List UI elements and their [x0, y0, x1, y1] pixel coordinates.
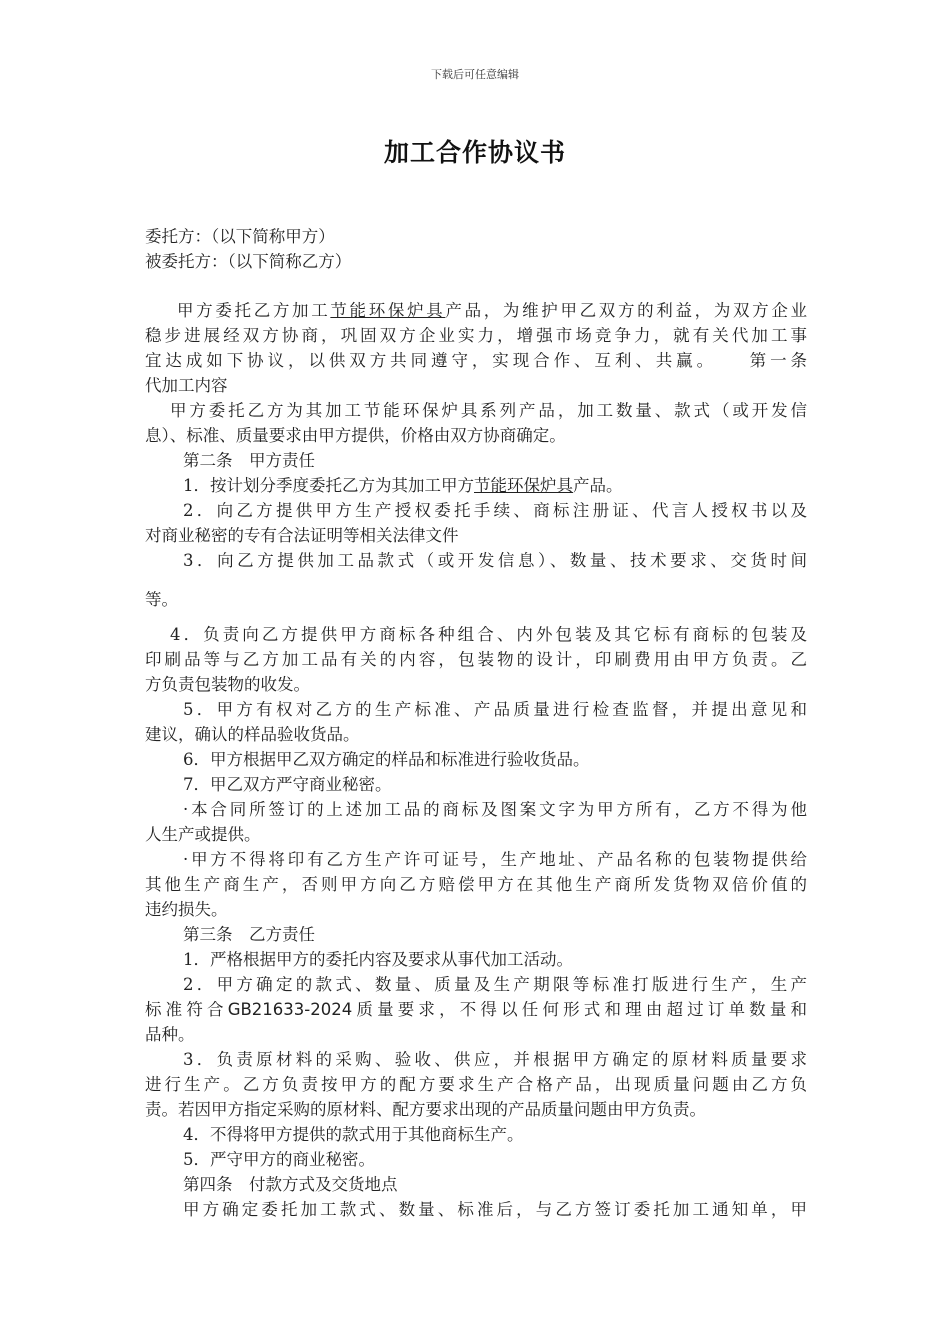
article2-item-6: 6．甲方根据甲乙双方确定的样品和标准进行验收货品。 — [183, 750, 590, 769]
article2-item-4: 印刷品等与乙方加工品有关的内容，包装物的设计，印刷费用由甲方负责。乙 — [145, 650, 807, 669]
article2-bullet-1: ·本合同所签订的上述加工品的商标及图案文字为甲方所有，乙方不得为他 — [183, 800, 807, 819]
article3-heading: 第三条 乙方责任 — [183, 925, 315, 944]
article2-item-4: 4．负责向乙方提供甲方商标各种组合、内外包装及其它标有商标的包装及 — [170, 625, 807, 644]
article2-bullet-2: 违约损失。 — [145, 900, 228, 919]
article2-bullet-2: 其他生产商生产，否则甲方向乙方赔偿甲方在其他生产商所发货物双倍价值的 — [145, 875, 807, 894]
parties-block — [145, 224, 807, 274]
article2-item-3: 等。 — [145, 590, 178, 609]
header-note: 下载后可任意编辑 — [431, 68, 519, 81]
article2-bullet-2: ·甲方不得将印有乙方生产许可证号，生产地址、产品名称的包装物提供给 — [183, 850, 807, 869]
intro-line: 代加工内容 — [145, 376, 228, 395]
article2-item-3: 3．向乙方提供加工品款式（或开发信息）、数量、技术要求、交货时间 — [183, 551, 807, 570]
article3-item-4: 4．不得将甲方提供的款式用于其他商标生产。 — [183, 1125, 524, 1144]
article2-item-4: 方负责包装物的收发。 — [145, 675, 310, 694]
product-name-underlined: 节能环保炉具 — [474, 476, 573, 495]
article1-line: 息）、标准、质量要求由甲方提供，价格由双方协商确定。 — [145, 426, 566, 445]
article2-heading: 第二条 甲方责任 — [183, 451, 315, 470]
article3-item-2: 品种。 — [145, 1025, 195, 1044]
intro-paragraph — [145, 298, 807, 573]
article4-heading: 第四条 付款方式及交货地点 — [183, 1175, 398, 1194]
article2-bullet-1: 人生产或提供。 — [145, 825, 261, 844]
article3-item-1: 1．严格根据甲方的委托内容及要求从事代加工活动。 — [183, 950, 573, 969]
contractor-party: 被委托方：（以下简称乙方） — [145, 252, 352, 271]
intro-line: 宜达成如下协议，以供双方共同遵守，实现合作、互利、共赢。 第一条 — [145, 351, 807, 370]
article2-item-7: 7．甲乙双方严守商业秘密。 — [183, 775, 392, 794]
article2-item-2: 2．向乙方提供甲方生产授权委托手续、商标注册证、代言人授权书以及 — [183, 501, 807, 520]
article2-item-1: 1．按计划分季度委托乙方为其加工甲方节能环保炉具产品。 — [183, 476, 623, 495]
article1-line: 甲方委托乙方为其加工节能环保炉具系列产品，加工数量、款式（或开发信 — [170, 401, 807, 420]
product-name-underlined: 节能环保炉具 — [330, 301, 446, 320]
article3-item-5: 5．严守甲方的商业秘密。 — [183, 1150, 375, 1169]
article2-continued — [145, 622, 807, 1222]
article3-item-2: 2．甲方确定的款式、数量、质量及生产期限等标准打版进行生产，生产 — [183, 975, 807, 994]
client-party: 委托方：（以下简称甲方） — [145, 227, 335, 246]
article2-item-5: 建议，确认的样品验收货品。 — [145, 725, 360, 744]
intro-line: 甲方委托乙方加工节能环保炉具产品，为维护甲乙双方的利益，为双方企业 — [177, 301, 807, 320]
article3-item-3: 责。若因甲方指定采购的原材料、配方要求出现的产品质量问题由甲方负责。 — [145, 1100, 706, 1119]
standard-code: GB21633-2024 — [227, 1000, 353, 1019]
article2-item-3-end — [145, 587, 807, 612]
article2-item-5: 5．甲方有权对乙方的生产标准、产品质量进行检查监督，并提出意见和 — [183, 700, 807, 719]
intro-line: 稳步进展经双方协商，巩固双方企业实力，增强市场竞争力，就有关代加工事 — [145, 326, 807, 345]
article3-item-3: 3．负责原材料的采购、验收、供应，并根据甲方确定的原材料质量要求 — [183, 1050, 807, 1069]
article4-line: 甲方确定委托加工款式、数量、标准后，与乙方签订委托加工通知单，甲 — [183, 1200, 807, 1219]
article2-item-2: 对商业秘密的专有合法证明等相关法律文件 — [145, 526, 459, 545]
article3-item-3: 进行生产。乙方负责按甲方的配方要求生产合格产品，出现质量问题由乙方负 — [145, 1075, 807, 1094]
document-title: 加工合作协议书 — [383, 138, 566, 167]
article3-item-2: 标准符合GB21633-2024质量要求，不得以任何形式和理由超过订单数量和 — [145, 1000, 807, 1019]
